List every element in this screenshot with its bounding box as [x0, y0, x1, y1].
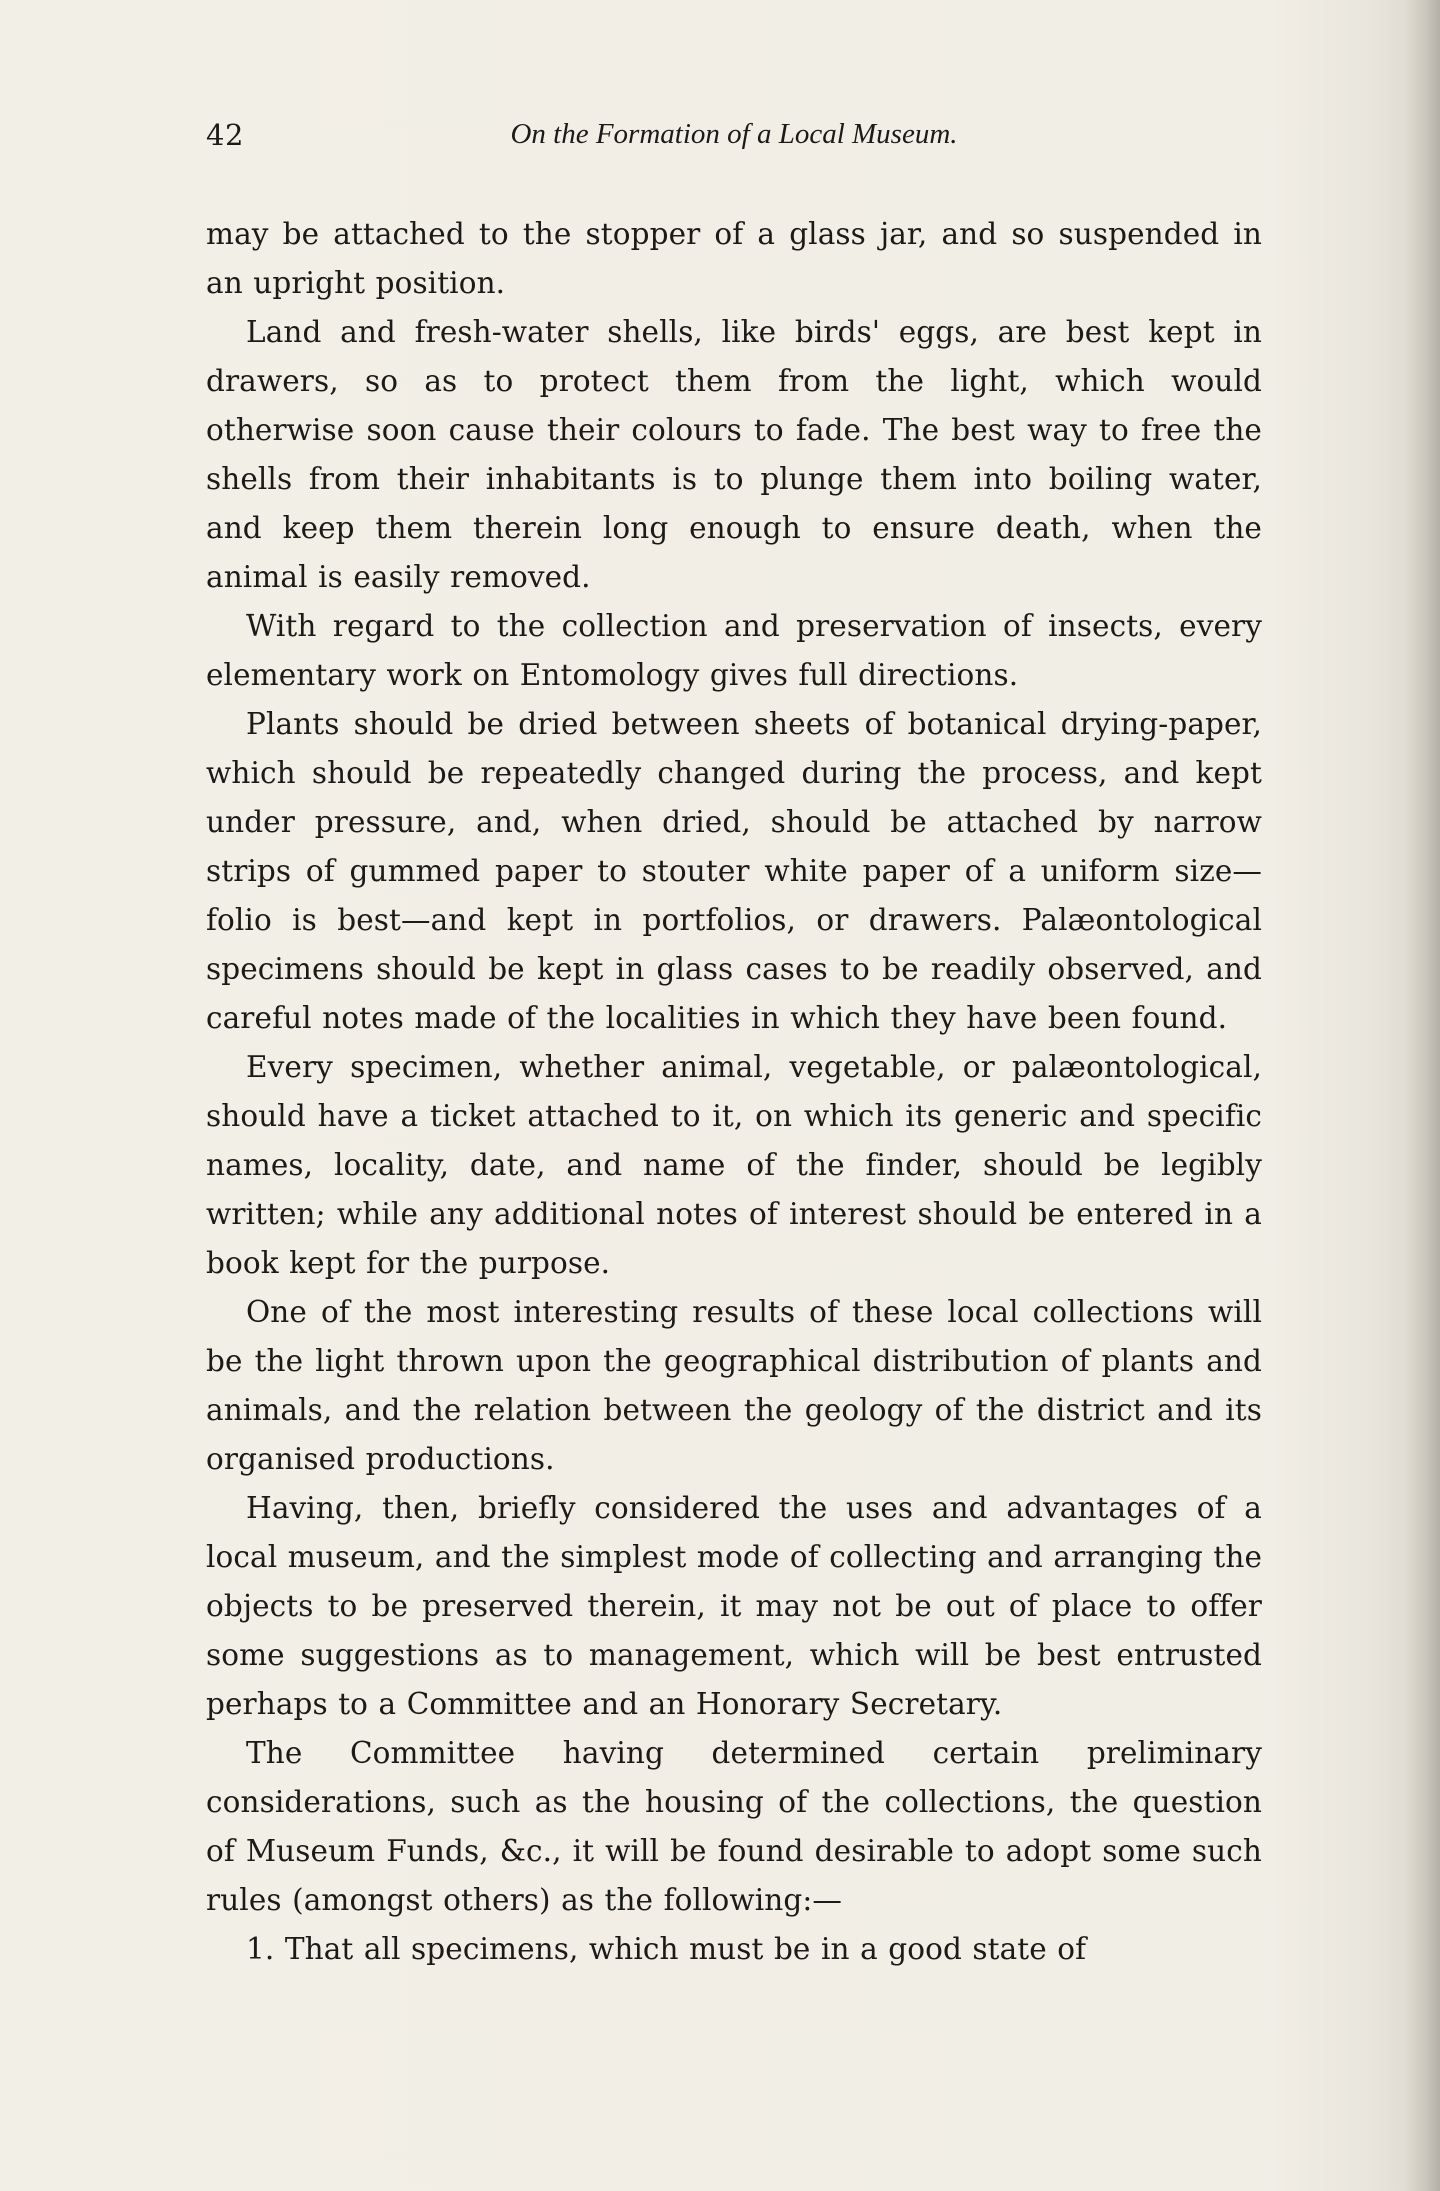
page-header [206, 118, 1262, 168]
paragraph-committee: The Committee having determined certain preliminary considerations, such as the housing of the collections, the question of Museum Funds, &c., it will be found desirable to adopt some such rules (amongst others) as the following:— [206, 1736, 1262, 1917]
paragraph-insects: With regard to the collection and preservation of insects, every elementary work on Entomology gives full directions. [206, 609, 1262, 692]
rule-item-1: 1. That all specimens, which must be in a good state of [246, 1932, 1087, 1966]
paragraph-specimen-ticket: Every specimen, whether animal, vegetable, or palæontological, should have a ticket attached to it, on which its generic and specific names, locality, date, and name of the finder, should be legibly written; while any additional notes of interest should be entered in a book kept for the purpose. [206, 1050, 1262, 1280]
paragraph-continuation: may be attached to the stopper of a glass jar, and so suspended in an upright position. [206, 217, 1262, 300]
paragraph-plants: Plants should be dried between sheets of botanical drying-paper, which should be repeatedly changed during the process, and kept under pressure, and, when dried, should be attached by narrow strips of gummed paper to stouter white paper of a uniform size—folio is best—and kept in portfolios, or drawers. Palæontological specimens should be kept in glass cases to be readily observed, and careful notes made of the localities in which they have been found. [206, 707, 1262, 1035]
page-edge-shadow [1406, 0, 1440, 2191]
paragraph-shells: Land and fresh-water shells, like birds' eggs, are best kept in drawers, so as to protect them from the light, which would otherwise soon cause their colours to fade. The best way to free the shells from their inhabitants is to plunge them into boiling water, and keep them therein long enough to ensure death, when the animal is easily removed. [206, 315, 1262, 594]
running-title: On the Formation of a Local Museum. [510, 118, 958, 150]
paragraph-management: Having, then, briefly considered the uses and advantages of a local museum, and the simplest mode of collecting and arranging the objects to be preserved therein, it may not be out of place to offer some suggestions as to management, which will be best entrusted perhaps to a Committee and an Honorary Secretary. [206, 1491, 1262, 1721]
body-text [206, 210, 1262, 1974]
paragraph-distribution: One of the most interesting results of these local collections will be the light thrown upon the geographical distribution of plants and animals, and the relation between the geology of the district and its organised productions. [206, 1295, 1262, 1476]
page-number: 42 [206, 118, 244, 152]
